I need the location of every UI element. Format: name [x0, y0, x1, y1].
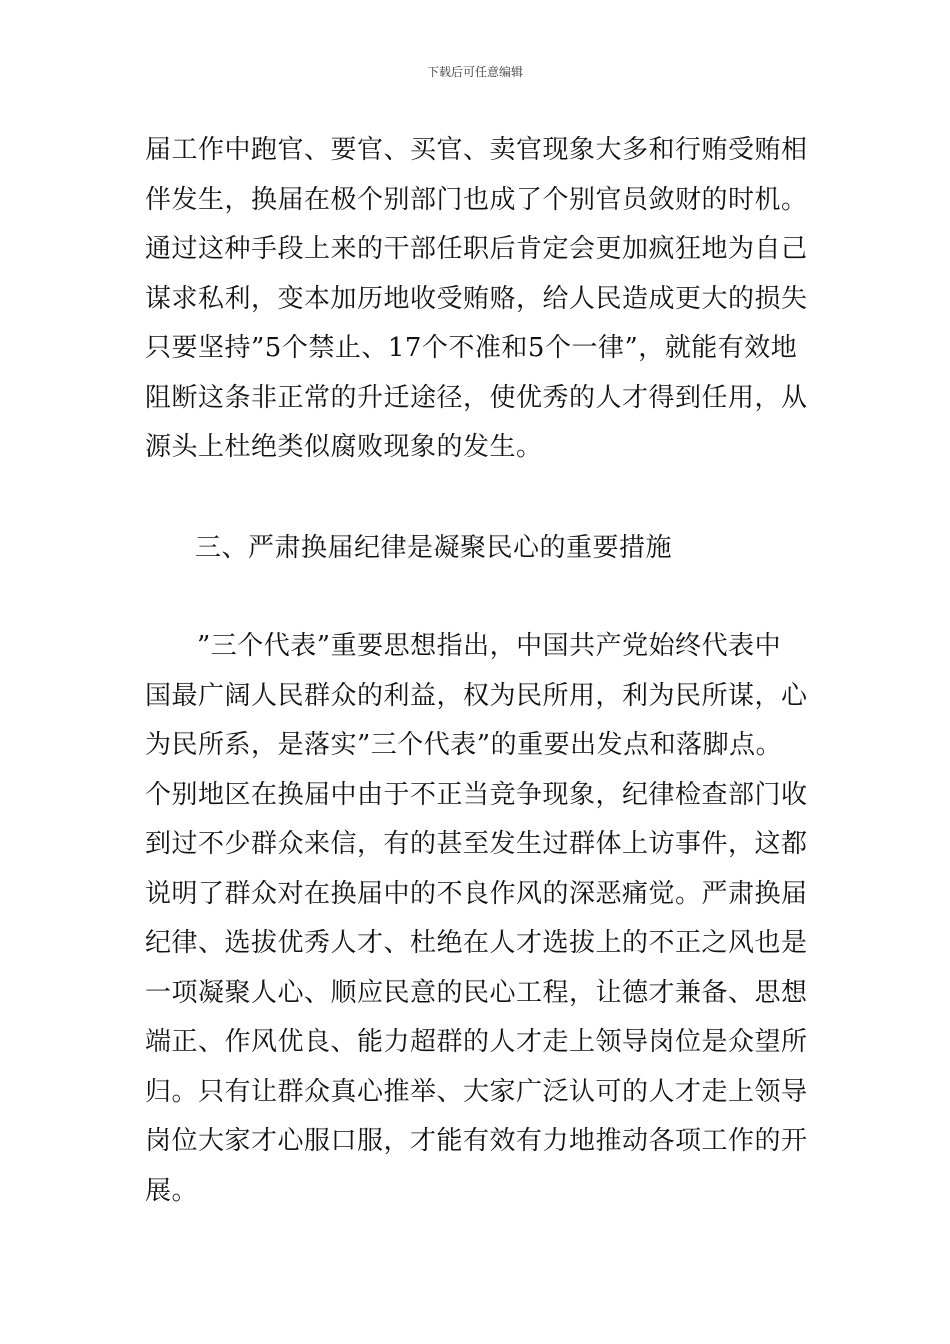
text-line: 伴发生，换届在极个别部门也成了个别官员敛财的时机。	[145, 184, 808, 215]
text-line: 国最广阔人民群众的利益，权为民所用，利为民所谋，心	[145, 680, 808, 711]
text-line: 通过这种手段上来的干部任职后肯定会更加疯狂地为自己	[145, 234, 808, 264]
paragraph-1	[145, 126, 815, 473]
text-line: 展。	[145, 1175, 199, 1206]
paragraph-2	[145, 622, 815, 1216]
text-line: 到过不少群众来信，有的甚至发生过群体上访事件，这都	[145, 829, 808, 859]
text-line: 只要坚持”5个禁止、17个不准和5个一律”，就能有效地	[145, 333, 798, 363]
text-line: 纪律、选拔优秀人才、杜绝在人才选拔上的不正之风也是	[145, 928, 808, 958]
text-line: 端正、作风优良、能力超群的人才走上领导岗位是众望所	[145, 1027, 808, 1057]
section-heading: 三、严肃换届纪律是凝聚民心的重要措施	[195, 533, 673, 563]
text-line: 归。只有让群众真心推举、大家广泛认可的人才走上领导	[145, 1076, 808, 1107]
text-line: 一项凝聚人心、顺应民意的民心工程，让德才兼备、思想	[145, 977, 808, 1008]
text-line: 个别地区在换届中由于不正当竞争现象，纪律检查部门收	[145, 779, 808, 810]
text-line: 为民所系，是落实”三个代表”的重要出发点和落脚点。	[145, 730, 783, 760]
text-line: 阻断这条非正常的升迁途径，使优秀的人才得到任用，从	[145, 382, 808, 413]
text-line: 岗位大家才心服口服，才能有效有力地推动各项工作的开	[145, 1126, 808, 1156]
text-line: 届工作中跑官、要官、买官、卖官现象大多和行贿受贿相	[145, 135, 808, 165]
text-line: ”三个代表”重要思想指出，中国共产党始终代表中	[197, 631, 782, 661]
text-line: 源头上杜绝类似腐败现象的发生。	[145, 432, 543, 462]
page-header: 下载后可任意编辑	[426, 65, 523, 79]
text-line: 说明了群众对在换届中的不良作风的深恶痛觉。严肃换届	[145, 878, 808, 909]
text-line: 谋求私利，变本加历地收受贿赂，给人民造成更大的损失	[145, 283, 808, 314]
